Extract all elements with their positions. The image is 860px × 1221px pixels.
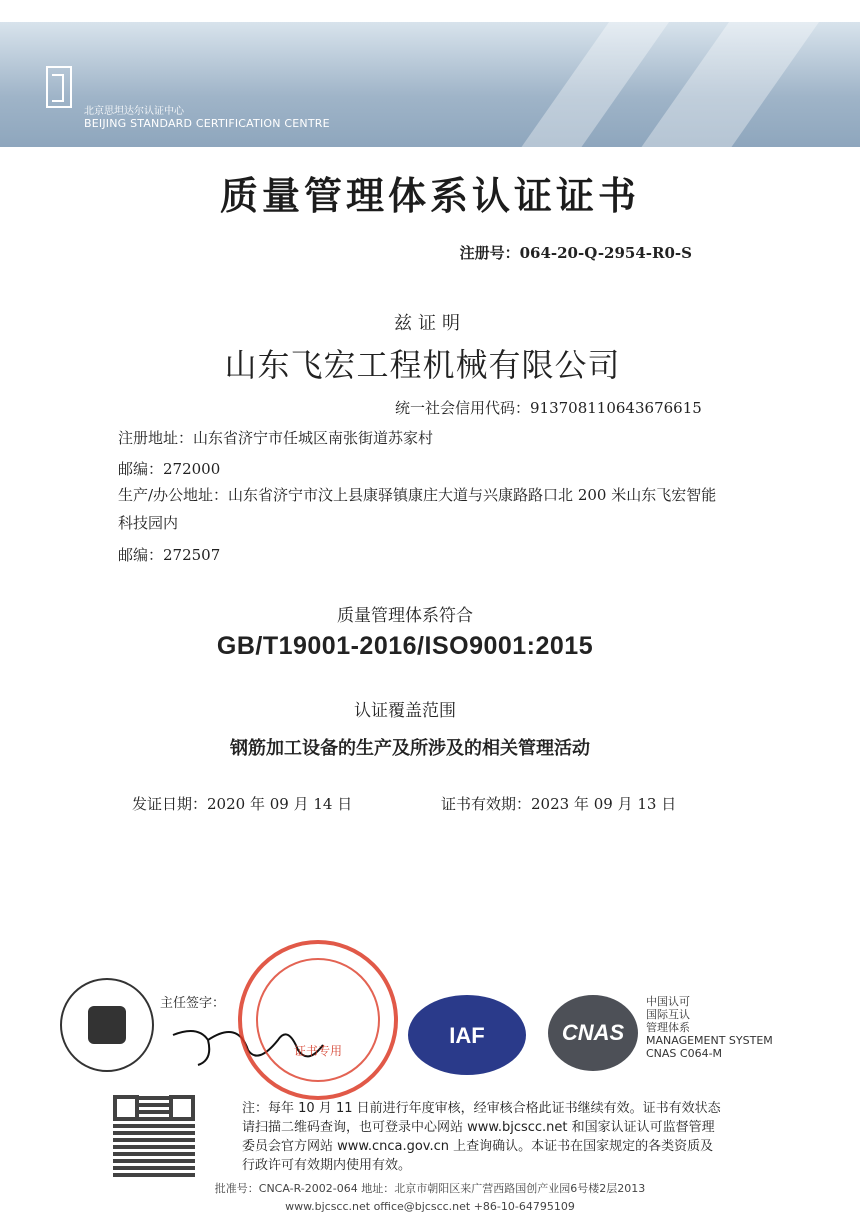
org-name-en: BEIJING STANDARD CERTIFICATION CENTRE bbox=[84, 117, 330, 130]
cnas-label: CNAS bbox=[561, 1020, 625, 1045]
signature-label: 主任签字： bbox=[160, 996, 226, 1011]
valid-date: 证书有效期：2023 年 09 月 13 日 bbox=[441, 795, 677, 813]
registered-address: 注册地址：山东省济宁市任城区南张街道苏家村 bbox=[118, 429, 434, 447]
iaf-label: IAF bbox=[449, 1023, 485, 1048]
company-name: 山东飞宏工程机械有限公司 bbox=[224, 346, 621, 384]
certificate-title: 质量管理体系认证证书 bbox=[219, 173, 640, 218]
scope-label: 认证覆盖范围 bbox=[354, 701, 456, 721]
org-name-cn: 北京思坦达尔认证中心 bbox=[84, 106, 184, 117]
postcode-office: 邮编：272507 bbox=[118, 546, 221, 564]
cnas-line: CNAS C064-M bbox=[646, 1047, 723, 1060]
seal-text: 证书专用 bbox=[293, 1044, 342, 1058]
iaf-logo bbox=[408, 995, 526, 1075]
seal-inner-ring bbox=[256, 958, 380, 1082]
cnas-line: 管理体系 bbox=[646, 1021, 690, 1034]
approval-address: 批准号：CNCA-R-2002-064 地址：北京市朝阳区来广营西路国创产业园6号楼2层2013 bbox=[214, 1182, 646, 1195]
issue-date: 发证日期：2020 年 09 月 14 日 bbox=[132, 795, 353, 813]
bscc-logo-icon bbox=[46, 66, 72, 108]
postcode-registered: 邮编：272000 bbox=[118, 460, 221, 478]
certify-heading: 兹证明 bbox=[394, 313, 466, 334]
office-address: 生产/办公地址：山东省济宁市汶上县康驿镇康庄大道与兴康路路口北 200 米山东飞宏智能科技园内 bbox=[118, 486, 717, 532]
cnas-line: 中国认可 bbox=[646, 995, 690, 1008]
registration-number: 注册号：064-20-Q-2954-R0-S bbox=[459, 244, 692, 262]
contact-info: www.bjcscc.net office@bjcscc.net +86-10-64795109 bbox=[285, 1200, 575, 1213]
standard-code: GB/T19001-2016/ISO9001:2015 bbox=[216, 632, 594, 660]
cnas-line: 国际互认 bbox=[646, 1008, 690, 1021]
header-banner bbox=[0, 22, 860, 147]
qr-code-icon bbox=[113, 1095, 195, 1177]
conform-label: 质量管理体系符合 bbox=[337, 606, 473, 626]
official-red-seal bbox=[238, 940, 398, 1100]
credit-code: 统一社会信用代码：913708110643676615 bbox=[395, 399, 702, 417]
center-seal-icon bbox=[60, 978, 154, 1072]
cnas-logo bbox=[548, 995, 638, 1071]
certificate-note: 注：每年 10 月 11 日前进行年度审核，经审核合格此证书继续有效。证书有效状态请扫描二维码查询，也可登录中心网站 www.bjcscc.net 和国家认证认可监督管理委员会官方网站 www.cnca.gov.cn 上查询确认。本证书在国家规定的各类资质及行政许可有效期内使用有效。 bbox=[242, 1101, 721, 1173]
cnas-description bbox=[646, 995, 773, 1060]
scope-text: 钢筋加工设备的生产及所涉及的相关管理活动 bbox=[230, 738, 590, 759]
cnas-line: MANAGEMENT SYSTEM bbox=[646, 1034, 773, 1047]
